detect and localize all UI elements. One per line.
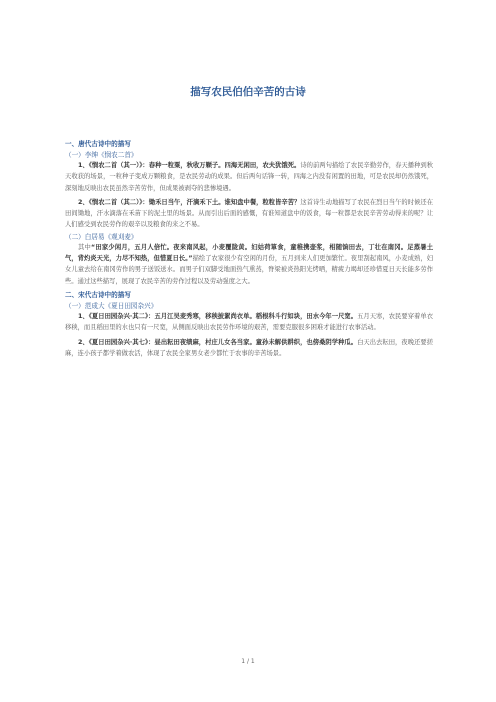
poem-commentary: 诗的前两句描绘了农民辛勤劳作，春天播种到秋天收获的场景，一粒种子变成万颗粮食，是农民劳动的成果。但后两句话锋一转，四海之内没有闲置的田地，可是农民却仍然饿死，深刻地反映出农民虽然辛苦劳作，但成果被剥夺的悲惨境遇。 bbox=[65, 162, 433, 192]
paragraph-minnong-1 bbox=[65, 160, 433, 194]
poem-quote: 2、《夏日田园杂兴·其七》：昼出耘田夜绩麻，村庄儿女各当家。童孙未解供耕织，也傍桑阴学种瓜。 bbox=[78, 338, 358, 346]
subsection-heading-lishen: （一）李绅《悯农二首》 bbox=[65, 151, 138, 159]
document-body bbox=[65, 139, 433, 359]
poem-commentary: 白天出去耘田，夜晚还要搓麻，连小孩子都学着做农活，体现了农民全家男女老少都忙于农事的辛苦场景。 bbox=[65, 338, 433, 357]
poem-quote: 1、《夏日田园杂兴·其二》：五月江吴麦秀寒，移秧披絮尚衣单。稻根科斗行如块，田水今年一尺宽。 bbox=[78, 312, 358, 320]
poem-quote: 2、《悯农二首（其二）》：锄禾日当午，汗滴禾下土。谁知盘中餐，粒粒皆辛苦？ bbox=[78, 198, 301, 206]
poem-commentary: 描绘了农家很少有空闲的月份，五月到来人们更加繁忙。夜里刮起南风，小麦成熟，妇女儿童去给在南冈劳作的男子送饭送水。而男子们双脚受地面热气熏蒸，脊梁被炎热阳光烤晒，精疲力竭却还珍惜夏日天长能多劳作些。通过这些描写，展现了农民辛苦的劳作过程以及劳动强度之大。 bbox=[65, 255, 433, 285]
poem-quote: 1、《悯农二首（其一）》：春种一粒粟，秋收万颗子。四海无闲田，农夫犹饿死。 bbox=[78, 162, 301, 169]
paragraph-guanyimai bbox=[65, 242, 433, 287]
section-heading-song: 二、宋代古诗中的描写 bbox=[65, 290, 131, 299]
poem-commentary: 这首诗生动地描写了农民在烈日当午的时候还在田间锄地，汗水滴落在禾苗下的泥土里的场景。从而引出后面的感慨，有谁知道盘中的饭食，每一粒都是农民辛苦劳动得来的呢？让人们感受到农民劳作的艰辛以及粮食的来之不易。 bbox=[65, 198, 433, 229]
page-number: 1 / 1 bbox=[241, 658, 255, 665]
paragraph-minnong-2 bbox=[65, 197, 433, 231]
poem-commentary: 五月天寒，农民要穿着单衣移秧，而且稻田里的水也只有一尺宽，从侧面反映出农民劳作环境的艰苦，需要克服很多困难才能进行农事活动。 bbox=[65, 312, 433, 332]
paragraph-tianyuan-7 bbox=[65, 337, 433, 360]
section-heading-tang: 一、唐代古诗中的描写 bbox=[65, 140, 131, 148]
paragraph-tianyuan-2 bbox=[65, 311, 433, 334]
subsection-heading-fan: （一）范成大《夏日田园杂兴》 bbox=[65, 301, 158, 310]
poem-quote: “田家少闲月，五月人倍忙。夜来南风起，小麦覆陇黄。妇姑荷箪食，童稚携壶浆，相随饷田去，丁壮在南冈。足蒸暑土气，背灼炎天光，力尽不知热，但惜夏日长。” bbox=[65, 243, 434, 263]
page-title: 描写农民伯伯辛苦的古诗 bbox=[190, 86, 306, 98]
subsection-heading-baijuyi: （二）白居易《观刈麦》 bbox=[65, 232, 138, 241]
paragraph-lead: 其中 bbox=[78, 243, 91, 251]
